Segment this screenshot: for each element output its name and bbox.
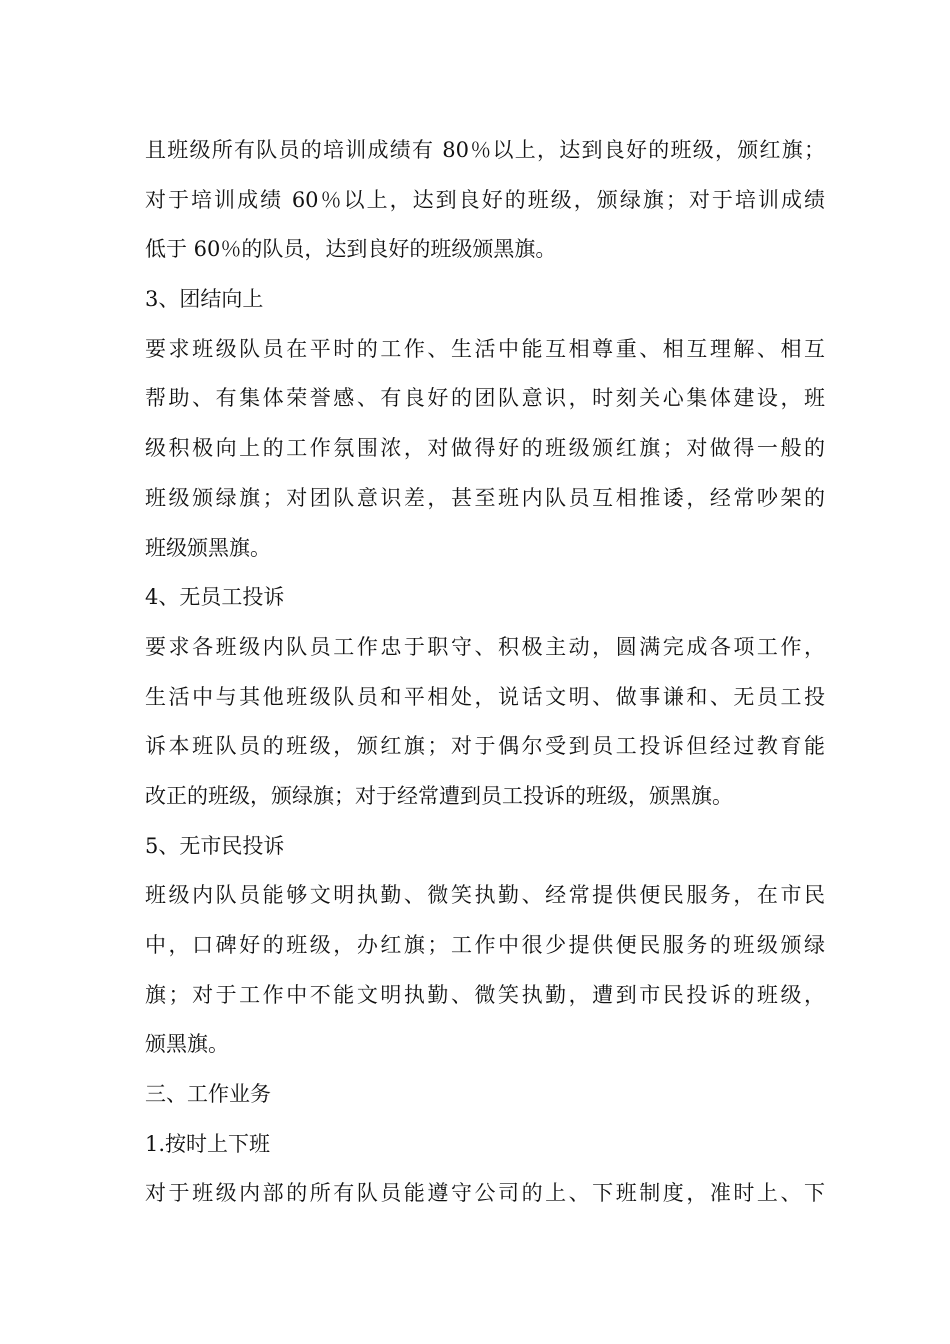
paragraph-line: 班级颁绿旗；对团队意识差，甚至班内队员互相推诿，经常吵架的	[145, 485, 825, 510]
paragraph-line: 班级颁黑旗。	[145, 535, 271, 560]
paragraph-line: 级积极向上的工作氛围浓，对做得好的班级颁红旗；对做得一般的	[145, 436, 825, 461]
paragraph-line: 生活中与其他班级队员和平相处，说话文明、做事谦和、无员工投	[145, 684, 825, 709]
section-heading: 4、无员工投诉	[145, 585, 285, 610]
section-heading: 3、团结向上	[145, 287, 264, 312]
paragraph-line: 改正的班级，颁绿旗；对于经常遭到员工投诉的班级，颁黑旗。	[145, 783, 733, 808]
paragraph-line: 要求班级队员在平时的工作、生活中能互相尊重、相互理解、相互	[145, 336, 825, 361]
paragraph-line: 对于班级内部的所有队员能遵守公司的上、下班制度，准时上、下	[145, 1181, 825, 1206]
section-heading: 5、无市民投诉	[145, 833, 285, 858]
paragraph-line: 对于培训成绩 60％以上，达到良好的班级，颁绿旗；对于培训成绩	[145, 187, 825, 212]
section-heading: 三、工作业务	[145, 1082, 271, 1107]
document-body	[145, 126, 825, 1219]
paragraph-line: 旗；对于工作中不能文明执勤、微笑执勤，遭到市民投诉的班级，	[145, 982, 825, 1007]
subsection-heading: 1.按时上下班	[145, 1131, 271, 1156]
paragraph-line: 颁黑旗。	[145, 1032, 229, 1057]
paragraph-line: 低于 60％的队员，达到良好的班级颁黑旗。	[145, 237, 557, 262]
paragraph-line: 诉本班队员的班级，颁红旗；对于偶尔受到员工投诉但经过教育能	[145, 734, 825, 759]
paragraph-line: 帮助、有集体荣誉感、有良好的团队意识，时刻关心集体建设，班	[145, 386, 825, 411]
paragraph-line: 且班级所有队员的培训成绩有 80％以上，达到良好的班级，颁红旗；	[145, 138, 825, 162]
paragraph-line: 要求各班级内队员工作忠于职守、积极主动，圆满完成各项工作，	[145, 634, 825, 659]
paragraph-line: 中，口碑好的班级，办红旗；工作中很少提供便民服务的班级颁绿	[145, 933, 825, 957]
paragraph-line: 班级内队员能够文明执勤、微笑执勤、经常提供便民服务，在市民	[145, 883, 825, 908]
